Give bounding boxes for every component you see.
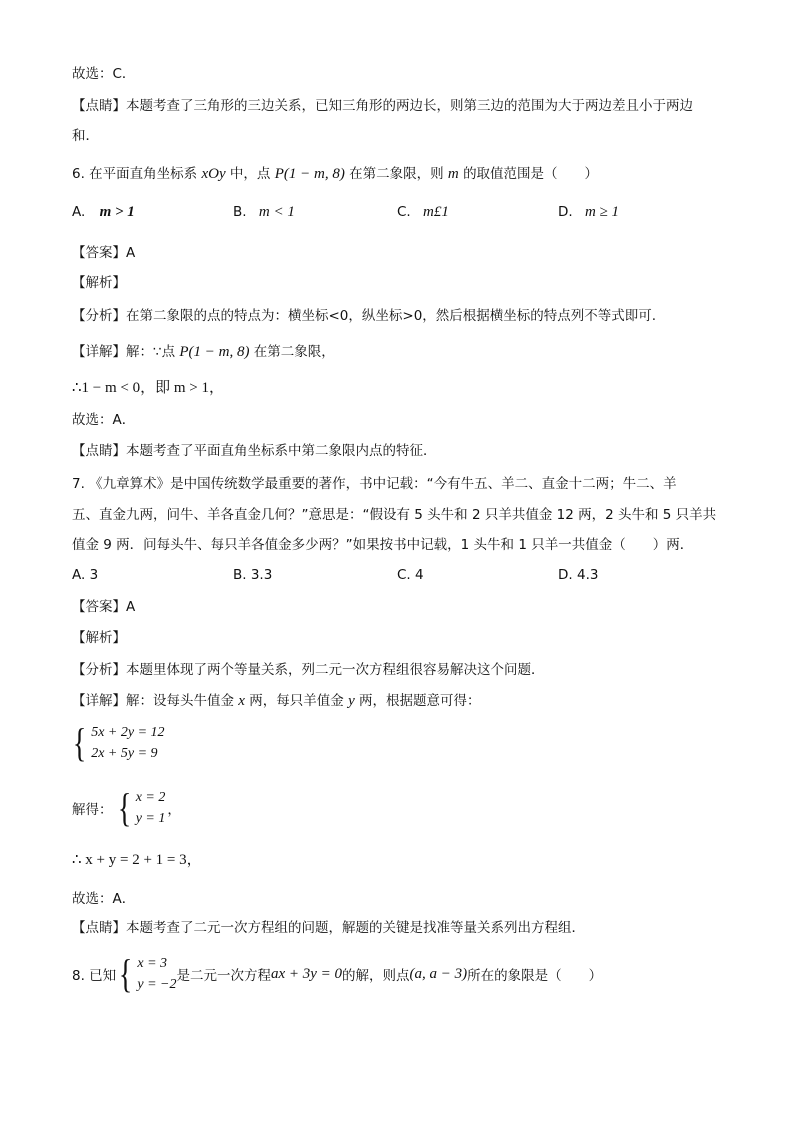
q6-stem-xoy: xOy <box>201 166 226 182</box>
q6-option-d-expr: m ≥ 1 <box>584 204 620 220</box>
q6-option-c-label: C. <box>397 204 411 220</box>
q6-option-b-label: B. <box>233 204 247 220</box>
remark-line-cont: 和． <box>72 128 99 144</box>
q6-step: ∴1 − m < 0，即 m > 1， <box>72 380 225 396</box>
q6-analysis: 【分析】在第二象限的点的特点为：横坐标<0，纵坐标>0，然后根据横坐标的特点列不等式即可. <box>72 308 657 324</box>
q7-detail-b: 两，每只羊值金 <box>249 693 344 709</box>
q7-option-c: C. 4 <box>397 567 424 583</box>
q6-detail-a: 【详解】解：∵点 <box>72 344 176 360</box>
q8-stem <box>72 953 602 995</box>
q7-solution <box>72 787 181 829</box>
choice-line: 故选：C． <box>72 66 136 82</box>
q7-choice: 故选：A． <box>72 891 136 907</box>
q8-tail: 所在的象限是（ ） <box>467 968 603 984</box>
q7-solution-label: 解得： <box>72 802 113 818</box>
q6-option-a-label: A. <box>72 204 86 220</box>
q6-option-a <box>72 202 135 222</box>
q6-detail-point: P(1 − m, 8) <box>179 344 250 360</box>
q7-system-eq2: 2x + 5y = 9 <box>91 746 158 761</box>
q7-stem-line2: 五、直金九两，问牛、羊各直金几何？”意思是：“假设有 5 头牛和 2 只羊共值金 12 两，2 头牛和 5 只羊共 <box>72 507 717 523</box>
q6-stem-d: 的取值范围是（ ） <box>463 166 599 182</box>
q8-eq1: x = 3 <box>137 956 168 971</box>
q8-point: (a, a − 3) <box>409 965 468 982</box>
q6-answer: 【答案】A <box>72 245 136 261</box>
q6-analysis-heading: 【解析】 <box>72 275 126 291</box>
q7-equation-system <box>70 722 165 764</box>
q7-option-a: A. 3 <box>72 567 99 583</box>
q6-option-b <box>233 202 295 222</box>
q6-option-b-expr: m < 1 <box>258 204 295 220</box>
q7-sum: ∴ x + y = 2 + 1 = 3， <box>72 852 202 868</box>
brace-icon: { <box>72 720 87 765</box>
q6-option-a-expr: m > 1 <box>99 204 135 220</box>
q6-stem <box>72 164 598 184</box>
q6-stem-b: 中，点 <box>229 166 271 182</box>
q7-system-eq1: 5x + 2y = 12 <box>91 725 165 740</box>
q6-stem-point: P(1 − m, 8) <box>274 166 345 182</box>
q6-choice: 故选：A． <box>72 412 136 428</box>
q6-option-d-label: D. <box>558 204 573 220</box>
q7-detail <box>72 691 481 711</box>
q6-detail-b: 在第二象限， <box>253 344 335 360</box>
q7-detail-a: 【详解】解：设每头牛值金 <box>72 693 234 709</box>
remark-line: 【点睛】本题考查了三角形的三边关系，已知三角形的两边长，则第三边的范围为大于两边差且小于两边 <box>72 98 693 114</box>
q7-option-d: D. 4.3 <box>558 567 599 583</box>
q7-detail-y: y <box>348 693 355 709</box>
brace-icon: { <box>119 951 133 996</box>
q7-detail-c: 两，根据题意可得： <box>359 693 481 709</box>
q7-option-b: B. 3.3 <box>233 567 273 583</box>
q6-stem-c: 在第二象限，则 <box>349 166 444 182</box>
q6-option-c <box>397 202 449 222</box>
q7-remark: 【点睛】本题考查了二元一次方程组的问题，解题的关键是找准等量关系列出方程组． <box>72 920 585 936</box>
q8-mid2: 的解，则点 <box>342 968 410 984</box>
q6-detail <box>72 342 335 362</box>
q8-eq2: y = −2 <box>137 977 177 992</box>
q8-mid: 是二元一次方程 <box>176 968 271 984</box>
q8-prefix: 8. 已知 <box>72 968 117 984</box>
q6-stem-m: m <box>447 166 459 182</box>
q7-detail-x: x <box>238 693 245 709</box>
q6-remark: 【点睛】本题考查了平面直角坐标系中第二象限内点的特征． <box>72 443 437 459</box>
q7-stem-line1: 7. 《九章算术》是中国传统数学最重要的著作，书中记载：“今有牛五、羊二、直金十二两；牛二、羊 <box>72 476 677 492</box>
q7-solution-tail: ， <box>167 802 181 818</box>
q6-stem-a: 6. 在平面直角坐标系 <box>72 166 198 182</box>
q7-analysis: 【分析】本题里体现了两个等量关系，列二元一次方程组很容易解决这个问题． <box>72 662 545 678</box>
q7-solution-eq1: x = 2 <box>135 790 166 805</box>
q6-option-c-expr: m£1 <box>423 204 449 220</box>
q7-solution-eq2: y = 1 <box>135 811 166 826</box>
q6-option-d <box>558 202 619 222</box>
q7-stem-line3: 值金 9 两．问每头牛、每只羊各值金多少两？”如果按书中记载，1 头牛和 1 只羊一共值金（ ）两． <box>72 537 694 553</box>
q7-analysis-heading: 【解析】 <box>72 630 126 646</box>
q7-answer: 【答案】A <box>72 599 136 615</box>
q8-equation: ax + 3y = 0 <box>270 965 343 982</box>
brace-icon: { <box>117 785 131 830</box>
